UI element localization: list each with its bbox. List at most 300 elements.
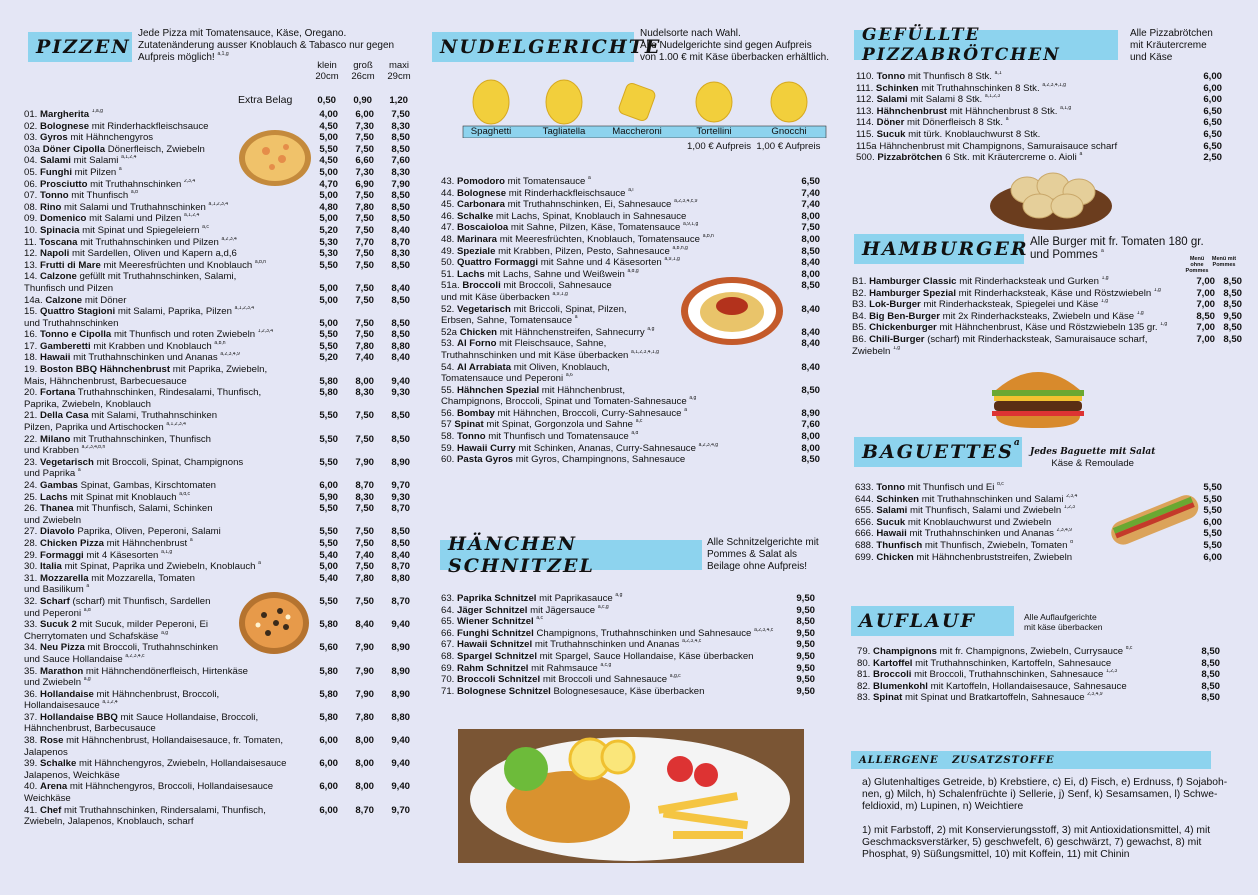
item-number: 25.: [24, 491, 38, 503]
auflauf-list: [857, 646, 1220, 704]
nudel-item: [441, 350, 820, 362]
item-price: 7,40: [801, 187, 820, 199]
item-price: [780, 396, 820, 408]
item-description: mit fr. Champignons, Zwiebeln, Currysauce: [939, 646, 1124, 657]
allergen-codes: a: [588, 176, 591, 181]
item-description: mit Spargel, Sauce Hollandaise, Käse überbacken: [539, 650, 754, 662]
allergen-codes: a,1,2,4: [121, 155, 137, 161]
allergen-codes: a,2,3,4,c,9: [674, 199, 698, 205]
burger-item: [852, 288, 1242, 300]
item-price: 5,50: [319, 340, 338, 352]
pizzen-item: [24, 550, 410, 562]
item-price: 8,40: [355, 619, 374, 631]
item-description: mit Hähnchenstreifen, Sahnecurry: [499, 326, 645, 338]
item-price: 6,00: [1203, 94, 1222, 106]
item-name: Hawaii: [876, 528, 907, 540]
spaghetti-photo: [680, 276, 784, 346]
item-price: 8,50: [391, 294, 410, 306]
item-name: Diavolo: [40, 526, 75, 538]
nudel-title: NUDELGERICHTE: [440, 36, 662, 58]
pizzen-item: [24, 271, 410, 283]
item-price: 7,50: [355, 294, 374, 306]
item-price: 6,00: [319, 480, 338, 491]
burger-banner: [854, 234, 1029, 264]
baguette-photo: [1106, 490, 1202, 546]
item-name: Spinat: [873, 692, 903, 704]
item-price: 7,60: [391, 155, 410, 167]
item-name: Chicken Pizza: [40, 537, 104, 549]
item-price: 7,50: [355, 410, 374, 422]
item-name: Hamburger Spezial: [869, 287, 956, 299]
item-price: 5,00: [319, 561, 338, 573]
item-name: Döner Cipolla: [42, 143, 106, 155]
item-price: 8,50: [391, 259, 410, 271]
item-price: [374, 816, 410, 828]
item-name: Al Forno: [457, 338, 497, 350]
item-price: 5,00: [319, 213, 338, 225]
nudel-item: [441, 419, 820, 431]
item-price: 8,50: [391, 317, 410, 329]
item-name: Boscaioloa: [457, 222, 509, 234]
item-number: 110.: [856, 71, 874, 82]
item-price: 7,60: [801, 419, 820, 431]
nudel-item: [441, 199, 820, 211]
allergen-codes: 1,2,3: [1063, 505, 1076, 511]
pizzen-item: [24, 225, 410, 237]
schnitzel-item: [441, 605, 815, 617]
size-diameter: 26cm: [351, 71, 375, 82]
item-number: 57: [441, 419, 452, 431]
item-price: 8,80: [391, 340, 410, 352]
item-price: 6,60: [355, 155, 374, 167]
item-price: 7,50: [355, 282, 374, 294]
item-description: mit Truthahnschinken und Salami: [921, 493, 1064, 505]
pizzen-item: [24, 352, 410, 364]
item-description: mit Lachs, Sahne und Weißwein: [487, 268, 625, 280]
item-name: Boston BBQ Hähnchenbrust: [40, 364, 171, 376]
item-name: Chicken: [876, 551, 914, 563]
allergen-codes: 2,3,4,9: [1087, 692, 1103, 698]
item-number: 115.: [856, 128, 874, 140]
item-number: 80.: [857, 657, 871, 669]
nudel-item: [441, 362, 820, 374]
item-number: 47.: [441, 222, 455, 234]
item-number: 30.: [24, 561, 38, 573]
item-price: 9,40: [391, 758, 410, 770]
item-price: 8,80: [391, 572, 410, 584]
item-name: Tonno: [457, 431, 486, 443]
item-price: [374, 793, 410, 805]
item-price: 7,50: [391, 109, 410, 120]
allergen-codes: a,9,1,g: [552, 291, 568, 297]
nudel-item: [441, 431, 820, 443]
item-name: Jäger Schnitzel: [457, 604, 528, 616]
item-price: 8,70: [391, 236, 410, 248]
item-description: mit türk. Knoblauchwurst 8 Stk.: [908, 128, 1041, 140]
item-price: 2,50: [1203, 152, 1222, 164]
item-price: 9,50: [796, 662, 815, 674]
pizzen-item: [24, 213, 410, 225]
item-number: 52a: [441, 326, 458, 338]
broetchen-item: [856, 141, 1222, 153]
item-price: 5,50: [1203, 528, 1222, 540]
item-number: 38.: [24, 735, 38, 747]
item-number: 27.: [24, 526, 38, 538]
item-price: 7,80: [355, 201, 374, 213]
item-price: 7,80: [355, 340, 374, 352]
item-name: Carbonara: [457, 199, 505, 211]
item-description: mit Pilzen: [74, 166, 117, 178]
burger-list: [852, 276, 1242, 357]
allergen-codes: a,d,c: [179, 491, 191, 497]
item-description: mit Spinat und Spiegeleiern: [82, 224, 200, 236]
allergen-codes: a,1,2,3,4: [166, 422, 186, 428]
pizzen-item: [24, 816, 410, 828]
item-number: 83.: [857, 692, 871, 704]
item-description: mit Thunfisch und Tomatensauce: [488, 431, 629, 443]
allergen-codes: a,1,2,4: [102, 700, 118, 706]
pizzen-size-header: [309, 60, 417, 82]
item-name: Rose: [40, 735, 64, 747]
allergen-codes: a,c,g: [597, 604, 609, 610]
item-number: 60.: [441, 454, 455, 466]
item-price: 6,50: [1203, 140, 1222, 152]
item-number: 16.: [24, 329, 38, 341]
item-name: Calzone: [45, 294, 83, 306]
item-name: Mozzarella: [40, 572, 89, 584]
nudel-note: Nudelsorte nach Wahl. Alle Nudelgerichte sind gegen Aufpreis von 1.00 € mit Käse überbacken erhältlich.: [640, 28, 829, 63]
pizzabroetchen-photo: [989, 166, 1113, 232]
item-price: 8,40: [391, 549, 410, 561]
allergene-banner: [851, 751, 1211, 769]
item-number: 66.: [441, 627, 455, 639]
item-price: 5,50: [1203, 539, 1222, 551]
item-number: 33.: [24, 619, 38, 631]
pizzen-item: [24, 758, 410, 770]
item-price: 6,50: [801, 176, 820, 187]
item-description: Zwiebeln, Jalapenos, Knoblauch, scharf: [24, 816, 194, 828]
item-name: Hawaii Curry: [457, 442, 516, 454]
size-column: [381, 60, 417, 82]
item-description: 6 Stk. mit Kräutercreme o. Aioli: [945, 152, 1077, 164]
item-name: Schinken: [876, 493, 920, 505]
item-name: Hollandaise: [40, 688, 94, 700]
item-price: 8,50: [801, 454, 820, 466]
item-number: 113.: [856, 105, 874, 117]
item-price: [302, 364, 338, 376]
item-price: 8,70: [391, 561, 410, 573]
item-price: 9,70: [391, 804, 410, 816]
item-description: mit Rinderhacksteak, Käse und Röstzwiebeln: [958, 287, 1152, 299]
item-price: 7,00: [1196, 333, 1215, 345]
item-price: 5,00: [319, 132, 338, 144]
item-name: Bolognese: [40, 120, 90, 132]
item-description: Hähnchenbrust mit Champignons, Samuraisauce scharf: [879, 140, 1118, 152]
item-description: mit Sauce Hollandaise, Broccoli,: [120, 711, 259, 723]
item-price: [374, 422, 410, 434]
item-name: Lachs: [457, 268, 485, 280]
extra-price: 0,90: [353, 95, 372, 106]
item-price: 9,70: [391, 480, 410, 491]
item-number: 04.: [24, 155, 38, 167]
item-description: mit Truthahnschinken 8 Stk.: [921, 82, 1040, 94]
item-description: Mais, Hähnchenbrust, Barbecuesauce: [24, 375, 187, 387]
schnitzel-item: [441, 651, 815, 663]
pizzen-note: Jede Pizza mit Tomatensauce, Käse, Oregano. Zutatenänderung ausser Knoblauch & Tabasco nur gegen Aufpreis möglich! $^{a,1,g}$: [138, 28, 395, 63]
item-price: 8,70: [355, 804, 374, 816]
schnitzel-item: [441, 674, 815, 686]
allergen-codes: 1,2,3: [1106, 669, 1118, 675]
item-price: [374, 723, 410, 735]
nudel-item: [441, 176, 820, 188]
schnitzel-title: HÄNCHEN SCHNITZEL: [448, 533, 595, 577]
allergen-codes: a,b,n,g: [672, 245, 688, 251]
item-description: und Peperoni: [24, 607, 82, 619]
item-number: 44.: [441, 187, 455, 199]
auflauf-item: [857, 646, 1220, 658]
item-description: Truthahnschinken und mit Käse überbacken: [441, 349, 629, 361]
item-price: [302, 515, 338, 527]
item-price: 4,80: [319, 201, 338, 213]
item-price: [302, 770, 338, 782]
item-price: 7,50: [801, 222, 820, 234]
pizzen-item: [24, 526, 410, 538]
item-price: 5,00: [319, 190, 338, 202]
item-price: 9,40: [391, 781, 410, 793]
item-name: Gamberetti: [40, 340, 91, 352]
item-price: 8,50: [391, 526, 410, 538]
item-price: 4,50: [319, 120, 338, 132]
item-name: Sucuk: [876, 128, 906, 140]
item-description: und Basilikum: [24, 584, 84, 596]
burger-item: [852, 311, 1242, 323]
item-name: Speziale: [457, 245, 496, 257]
item-price: 9,50: [796, 650, 815, 662]
item-name: Napoli: [40, 248, 70, 260]
item-price: [338, 723, 374, 735]
item-number: 63.: [441, 593, 455, 604]
item-price: 8,00: [801, 431, 820, 443]
item-name: Paprika Schnitzel: [457, 593, 537, 604]
item-price: 5,30: [319, 248, 338, 260]
item-description: mit Truthahnschinken, Ei, Sahnesauce: [507, 199, 672, 211]
pizzen-item: [24, 689, 410, 701]
allergen-codes: 2,3,4: [1066, 493, 1078, 499]
item-price: 7,30: [355, 166, 374, 178]
allergen-codes: a,d: [631, 431, 639, 437]
item-number: 49.: [441, 245, 455, 257]
allergen-codes: a,6: [565, 373, 573, 379]
item-name: Spinat: [454, 419, 484, 431]
item-price: [780, 350, 820, 362]
allergen-codes: a,c,g: [600, 662, 612, 668]
pizzen-item: [24, 735, 410, 747]
item-price: 8,00: [355, 375, 374, 387]
pizzen-item: [24, 805, 410, 817]
item-price: 8,50: [1223, 276, 1242, 287]
item-number: 03a: [24, 143, 41, 155]
item-price: [780, 315, 820, 327]
schnitzel-item: [441, 628, 815, 640]
item-price: 4,50: [319, 155, 338, 167]
allergen-codes: a,2,3,4,c: [754, 627, 774, 633]
pizzen-item: [24, 631, 410, 643]
item-price: 5,50: [319, 503, 338, 515]
item-price: 8,00: [355, 758, 374, 770]
item-price: 6,00: [1203, 71, 1222, 82]
item-price: 8,40: [391, 224, 410, 236]
size-name: groß: [353, 60, 373, 71]
allergen-codes: 1,g: [1153, 287, 1161, 293]
item-price: [302, 422, 338, 434]
item-name: Chili-Burger: [869, 333, 925, 345]
burger-col-ohne: Menü ohne Pommes: [1185, 256, 1209, 274]
pizzen-banner: [28, 32, 132, 62]
allergen-codes: 1,g: [1101, 276, 1109, 281]
size-column: [309, 60, 345, 82]
allergen-codes: d,c: [997, 482, 1004, 487]
item-name: Hollandaise BBQ: [40, 711, 118, 723]
item-price: 5,80: [319, 375, 338, 387]
item-description: mit Rinderhackfleischsauce: [91, 120, 209, 132]
broetchen-item: [856, 71, 1222, 83]
allergen-codes: a,b,n: [254, 259, 267, 265]
item-price: [374, 631, 410, 643]
item-price: 5,00: [319, 166, 338, 178]
item-description: mit Broccoli, Sahnesauce: [503, 280, 612, 292]
item-number: 70.: [441, 674, 455, 686]
item-name: Toscana: [39, 236, 78, 248]
pasta-labels: [462, 126, 828, 138]
item-number: 20.: [24, 387, 38, 399]
item-price: 5,40: [319, 549, 338, 561]
schnitzel-item: [441, 663, 815, 675]
burger-photo: [988, 360, 1088, 430]
item-number: 37.: [24, 711, 38, 723]
item-price: 7,50: [355, 317, 374, 329]
item-name: Tonno: [876, 482, 905, 493]
item-number: 15.: [24, 306, 38, 318]
item-price: 8,50: [391, 143, 410, 155]
item-price: [374, 654, 410, 666]
item-price: 7,40: [355, 352, 374, 364]
allergen-codes: a: [1005, 117, 1009, 123]
item-price: 7,70: [355, 236, 374, 248]
allergen-codes: 1,2,3,4: [257, 329, 274, 335]
item-number: 51.: [441, 268, 455, 280]
item-name: Chef: [40, 804, 62, 816]
pizzen-item: [24, 492, 410, 504]
item-number: 666.: [855, 528, 874, 540]
item-price: 8,50: [391, 190, 410, 202]
allergen-codes: d,c: [1125, 646, 1133, 651]
item-number: 23.: [24, 456, 38, 468]
item-price: [338, 608, 374, 620]
item-name: Quattro Stagioni: [40, 306, 116, 318]
item-price: 9,30: [391, 491, 410, 503]
item-price: 7,50: [355, 132, 374, 144]
item-description: mit Truthahnschinken und Ananas: [909, 528, 1054, 540]
allergen-codes: 2,3,4: [184, 178, 196, 184]
pizzen-item: [24, 445, 410, 457]
item-number: 53.: [441, 338, 455, 350]
item-price: 8,40: [801, 257, 820, 269]
pizzen-item: [24, 468, 410, 480]
size-diameter: 20cm: [315, 71, 339, 82]
item-number: 644.: [855, 493, 874, 505]
allergen-codes: 2,3,4,9: [1056, 528, 1072, 534]
item-number: 43.: [441, 176, 455, 187]
item-description: mit Hähnchengyros: [70, 132, 154, 144]
allergen-codes: a,2,3,4,1,g: [1042, 82, 1066, 88]
item-price: 6,50: [1203, 117, 1222, 129]
broetchen-item: [856, 106, 1222, 118]
item-price: 8,50: [1223, 299, 1242, 311]
pizzen-item: [24, 329, 410, 341]
item-price: 7,50: [355, 561, 374, 573]
item-name: Vegetarisch: [457, 303, 511, 315]
schnitzel-photo: [458, 729, 804, 863]
allergen-codes: 1,g: [893, 345, 901, 351]
item-number: 19.: [24, 364, 38, 376]
pizzen-item: [24, 202, 410, 214]
item-price: [338, 468, 374, 480]
item-name: Funghi Schnitzel: [457, 627, 534, 639]
item-price: 8,50: [1223, 322, 1242, 334]
allergen-codes: a: [77, 468, 81, 474]
item-number: 39.: [24, 758, 38, 770]
item-price: 8,30: [391, 248, 410, 260]
pizzen-item: [24, 538, 410, 550]
item-price: 5,50: [1203, 505, 1222, 517]
pasta-label: Spaghetti: [470, 126, 512, 137]
item-name: Hamburger Classic: [869, 276, 957, 287]
item-price: [302, 816, 338, 828]
item-price: [1188, 346, 1215, 358]
item-price: [338, 364, 374, 376]
item-price: [302, 654, 338, 666]
allergen-codes: a,b,n: [702, 233, 714, 239]
item-description: Hähnchenbrust, Barbecusauce: [24, 723, 156, 735]
item-price: 8,40: [801, 326, 820, 338]
item-price: 9,50: [796, 593, 815, 604]
item-price: 7,00: [1196, 322, 1215, 334]
item-price: 8,00: [355, 735, 374, 747]
allergen-codes: a,1,2,3,4: [208, 201, 229, 207]
item-name: Broccoli: [462, 280, 501, 292]
nudel-item: [441, 234, 820, 246]
pizzen-item: [24, 666, 410, 678]
item-description: mit Fleischsauce, Sahne,: [499, 338, 607, 350]
item-price: 8,50: [1201, 692, 1220, 704]
item-number: B4.: [852, 310, 867, 322]
pizzen-item: [24, 260, 410, 272]
item-description: Weichkäse: [24, 793, 71, 805]
pizzen-item: [24, 410, 410, 422]
item-number: B5.: [852, 322, 867, 334]
item-description: mit Salami, Truthahnschinken: [91, 410, 218, 422]
item-price: 7,90: [355, 642, 374, 654]
item-price: 6,00: [319, 781, 338, 793]
item-name: Quattro Formaggi: [457, 257, 539, 269]
pizzen-item: [24, 155, 410, 167]
item-name: Thanea: [40, 503, 74, 515]
item-price: 7,80: [355, 711, 374, 723]
item-number: 41.: [24, 804, 38, 816]
item-price: [338, 271, 374, 283]
pizzen-item: [24, 793, 410, 805]
pizzen-item: [24, 642, 410, 654]
